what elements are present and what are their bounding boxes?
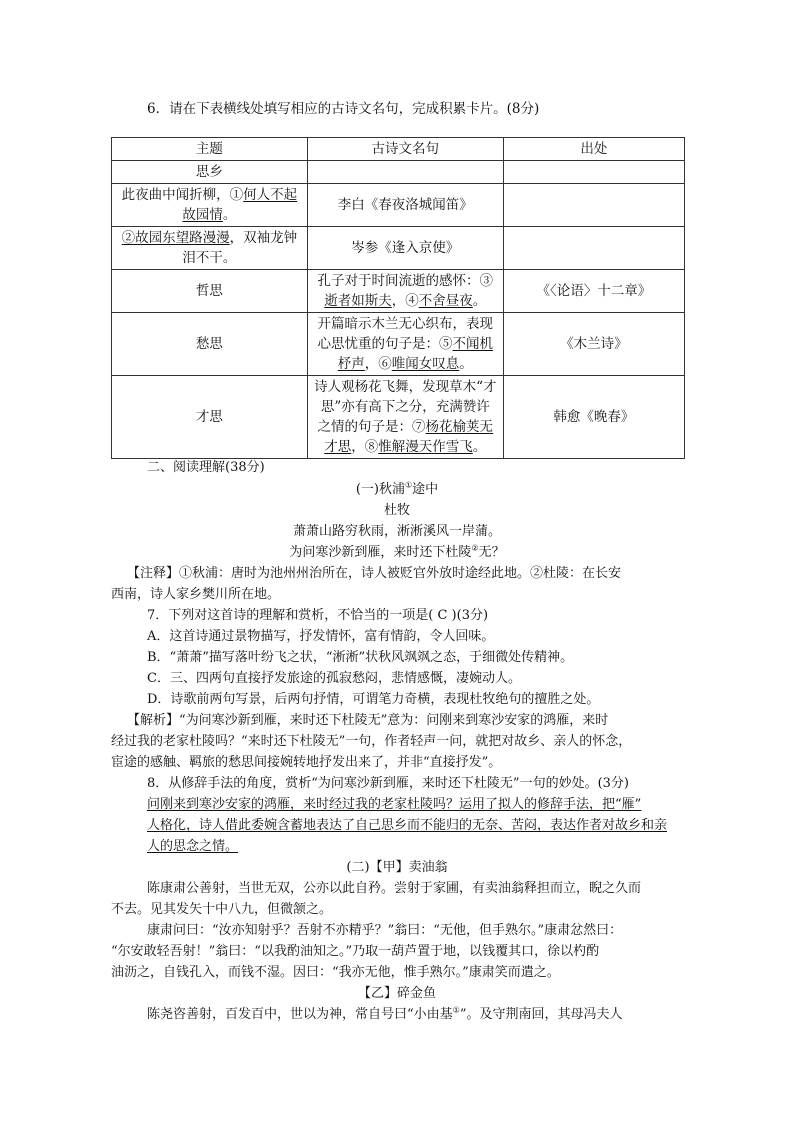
answer-blank: ②故园东望路漫漫 — [121, 230, 230, 246]
answer-blank: 杼声 — [337, 356, 365, 372]
answer-blank: 惟解漫天作雪飞 — [378, 439, 473, 455]
theme-cell — [112, 227, 308, 270]
footnote-marker: ① — [452, 1005, 460, 1015]
answer-blank: 才思 — [324, 439, 352, 455]
source-cell — [503, 161, 684, 184]
passage-text: ”。及守荆南回，其母冯夫人 — [459, 1007, 623, 1022]
passage-line: 油沥之，自钱孔入，而钱不湿。因曰：“我亦无他，惟手熟尔。”康肃笑而遣之。 — [111, 965, 560, 980]
passage-line: 康肃问曰：“汝亦知射乎？吾射不亦精乎？”翁曰：“无他，但手熟尔。”康肃忿然曰： — [147, 923, 623, 938]
passage-line — [147, 1003, 622, 1022]
poem-note: 【注释】①秋浦：唐时为池州州治所在，诗人被贬官外放时途经此地。②杜陵：在长安 — [127, 566, 622, 581]
theme-cell — [112, 184, 308, 227]
header-theme: 主题 — [112, 138, 308, 161]
poem-note: 西南，诗人家乡樊川所在地。 — [111, 587, 281, 602]
quote-cell — [307, 313, 503, 376]
table-row — [112, 313, 685, 376]
poem-author: 杜牧 — [383, 503, 410, 518]
table-row — [112, 184, 685, 227]
source-cell-empty — [503, 227, 684, 270]
poem-line-text: 无？ — [478, 545, 505, 560]
row-text: 心思忧重的句子是：⑤ — [317, 336, 453, 352]
answer-blank: 唯闻女叹息 — [391, 356, 460, 372]
row-text: ，⑥ — [364, 356, 392, 372]
row-text: 。 — [222, 207, 237, 223]
option-c: C．三、四两句直接抒发旅途的孤寂愁闷，悲情感慨，凄婉动人。 — [147, 671, 521, 686]
row-text: 泪不干。 — [182, 250, 237, 266]
passage-title: (二)【甲】卖油翁 — [346, 860, 448, 875]
question-6-stem: 6．请在下表横线处填写相应的古诗文名句，完成积累卡片。(8分) — [147, 101, 540, 117]
row-text: 。 — [459, 356, 473, 372]
table-row — [112, 270, 685, 313]
option-a: A．这首诗通过景物描写，抒发情怀，富有情韵，令人回味。 — [147, 629, 495, 644]
table-row — [112, 161, 685, 184]
table-header-row — [112, 138, 685, 161]
passage-subtitle: 【乙】碎金鱼 — [357, 986, 436, 1001]
row-text: 此夜曲中闻折柳，① — [121, 187, 244, 203]
answer-blank: 何人不起 — [243, 187, 298, 203]
poem-line: 萧萧山路穷秋雨，淅淅溪风一岸蒲。 — [292, 524, 501, 539]
passage-line: 陈康肃公善射，当世无双，公亦以此自矜。尝射于家圃，有卖油翁释担而立，睨之久而 — [147, 881, 642, 896]
header-quote: 古诗文名句 — [307, 138, 503, 161]
theme-cell: 才思 — [112, 376, 308, 459]
poem-line — [0, 541, 794, 560]
question-8-stem: 8．从修辞手法的角度，赏析“为问寒沙新到雁，来时还下杜陵无”一句的妙处。(3分) — [147, 776, 629, 791]
passage-text: 陈尧咨善射，百发百中，世以为神，常自号曰“小由基 — [147, 1007, 453, 1022]
source-cell: 《木兰诗》 — [503, 313, 684, 376]
row-text: 。 — [472, 293, 487, 309]
answer-blank: 逝者如斯夫 — [324, 293, 392, 309]
footnote-marker: ① — [404, 480, 413, 490]
answer-blank: 不舍昼夜 — [418, 293, 473, 309]
row-text: 开篇暗示木兰无心织布，表现 — [317, 316, 494, 332]
row-text: ，④ — [391, 293, 419, 309]
answer-blank: 不闻机 — [452, 336, 494, 352]
source-cell: 韩愈《晚春》 — [503, 376, 684, 459]
source-cell: 岑参《逢入京使》 — [307, 227, 503, 270]
poem-title-text: 途中 — [412, 482, 439, 497]
theme-cell: 思乡 — [112, 161, 308, 184]
row-text: 思”亦有高下之分，充满赞许 — [320, 399, 490, 415]
source-cell: 李白《春夜洛城闻笛》 — [307, 184, 503, 227]
row-text: 诗人观杨花飞舞，发现草木“才 — [314, 379, 497, 395]
source-cell: 《〈论语〉十二章》 — [503, 270, 684, 313]
answer-blank: 杨花榆荚无 — [425, 419, 494, 435]
analysis: 宦途的感触、羁旅的愁思间接婉转地抒发出来了，并非“直接抒发”。 — [111, 755, 502, 770]
footnote-marker: ② — [471, 543, 479, 553]
poem-title — [0, 478, 794, 497]
theme-cell: 哲思 — [112, 270, 308, 313]
answer-line: 人的思念之情。 — [147, 839, 239, 854]
answer-blank: 故园情 — [182, 207, 223, 223]
section-heading: 二、阅读理解(38分) — [147, 460, 265, 475]
poem-line-text: 为问寒沙新到雁，来时还下杜陵 — [289, 545, 472, 560]
header-source: 出处 — [503, 138, 684, 161]
answer-line: 人格化，诗人借此委婉含蓄地表达了自己思乡而不能归的无奈、苦闷，表达作者对故乡和亲 — [147, 818, 668, 833]
accumulation-card-table — [111, 137, 685, 459]
poem-title-text: (一)秋浦 — [355, 482, 405, 497]
row-text: 孔子对于时间流逝的感怀：③ — [317, 273, 494, 289]
analysis: 【解析】“为问寒沙新到雁，来时还下杜陵无”意为：问刚来到寒沙安家的鸿雁，来时 — [127, 713, 609, 728]
source-cell-empty — [503, 184, 684, 227]
quote-cell — [307, 376, 503, 459]
quote-cell — [307, 161, 503, 184]
option-b: B．“萧萧”描写落叶纷飞之状，“淅淅”状秋风飒飒之态，于细微处传精神。 — [147, 650, 574, 665]
option-d: D．诗歌前两句写景，后两句抒情，可谓笔力奇横，表现杜牧绝句的擅胜之处。 — [147, 692, 600, 707]
analysis: 经过我的老家杜陵吗？“来时还下杜陵无”一句，作者轻声一问，就把对故乡、亲人的怀念， — [111, 734, 632, 749]
quote-cell — [307, 270, 503, 313]
passage-line: “尔安敢轻吾射！”翁曰：“以我酌油知之。”乃取一葫芦置于地，以钱覆其口，徐以杓酌 — [111, 944, 600, 959]
theme-cell: 愁思 — [112, 313, 308, 376]
row-text: ，双袖龙钟 — [229, 230, 298, 246]
row-text: ，⑧ — [351, 439, 379, 455]
answer-line: 问刚来到寒沙安家的鸿雁，来时经过我的老家杜陵吗？运用了拟人的修辞手法，把“雁” — [147, 797, 642, 812]
row-text: 。 — [472, 439, 487, 455]
row-text: 之情的句子是：⑦ — [317, 419, 426, 435]
table-row — [112, 227, 685, 270]
table-row — [112, 376, 685, 459]
passage-line: 不去。见其发矢十中八九，但微颔之。 — [111, 902, 333, 917]
question-7-stem: 7．下列对这首诗的理解和赏析，不恰当的一项是( C )(3分) — [147, 608, 489, 623]
